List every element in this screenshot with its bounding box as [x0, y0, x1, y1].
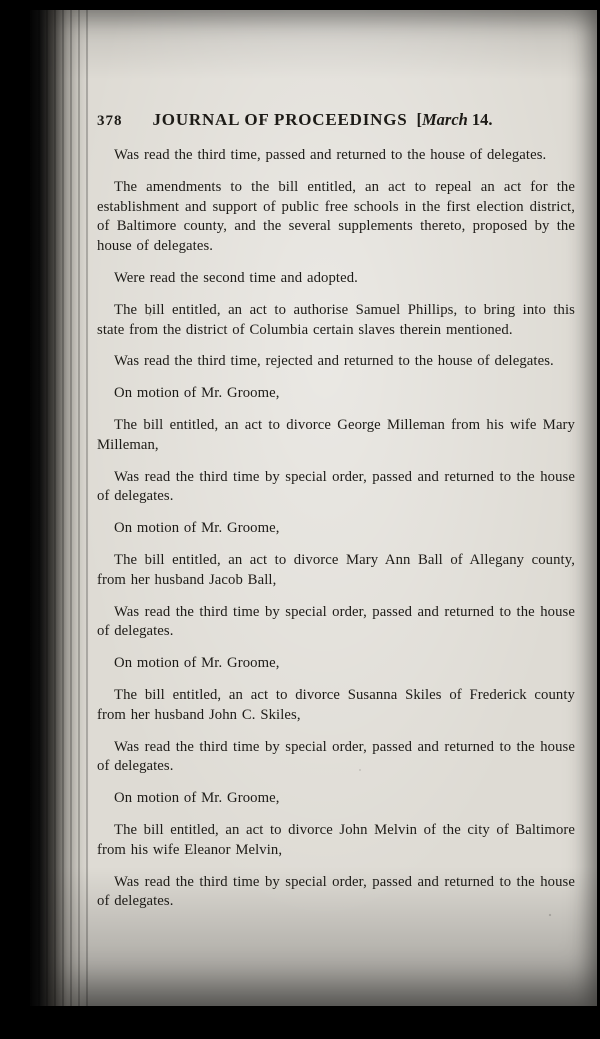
- page-body: [97, 146, 575, 912]
- paragraph: The bill entitled, an act to divorce Mary Ann Ball of Allegany county, from her husband Jacob Ball,: [97, 551, 575, 588]
- paragraph: Was read the third time by special order, passed and returned to the house of delegates.: [97, 468, 575, 505]
- paragraph: Was read the third time by special order, passed and returned to the house of delegates.: [97, 738, 575, 775]
- paragraph: On motion of Mr. Groome,: [114, 655, 280, 672]
- paragraph: The bill entitled, an act to authorise Samuel Phillips, to bring into this state from the district of Columbia certain slaves therein mentioned.: [97, 301, 575, 338]
- paragraph: On motion of Mr. Groome,: [114, 520, 280, 537]
- paragraph: The bill entitled, an act to divorce Susanna Skiles of Frederick county from her husband John C. Skiles,: [97, 686, 575, 723]
- header-date: [417, 110, 493, 130]
- paragraph: Was read the third time, rejected and returned to the house of delegates.: [114, 353, 554, 370]
- paragraph: The amendments to the bill entitled, an act to repeal an act for the establishment and support of public free schools in the first election district, of Baltimore county, and the several supplements thereto, proposed by the house of delegates.: [97, 178, 575, 255]
- header-date-day: 14.: [471, 110, 493, 129]
- document-page: [30, 10, 597, 1006]
- paragraph: On motion of Mr. Groome,: [114, 385, 280, 402]
- header-date-bracket: [: [416, 110, 422, 129]
- paragraph: Was read the third time by special order, passed and returned to the house of delegates.: [97, 873, 575, 910]
- paragraph: Was read the third time, passed and returned to the house of delegates.: [114, 147, 547, 163]
- paragraph: Was read the third time by special order, passed and returned to the house of delegates.: [97, 603, 575, 640]
- paragraph: On motion of Mr. Groome,: [114, 790, 280, 807]
- paragraph: Were read the second time and adopted.: [114, 269, 358, 286]
- paragraph: The bill entitled, an act to divorce George Milleman from his wife Mary Milleman,: [97, 416, 575, 453]
- paragraph: The bill entitled, an act to divorce John Melvin of the city of Baltimore from his wife Eleanor Melvin,: [97, 821, 575, 858]
- header-title: JOURNAL OF PROCEEDINGS: [152, 110, 408, 129]
- header-date-month: March: [422, 110, 468, 129]
- page-number: 378: [97, 113, 123, 129]
- binding-shadow: [30, 10, 90, 1006]
- page-content: [97, 10, 575, 1006]
- running-header: [97, 110, 575, 130]
